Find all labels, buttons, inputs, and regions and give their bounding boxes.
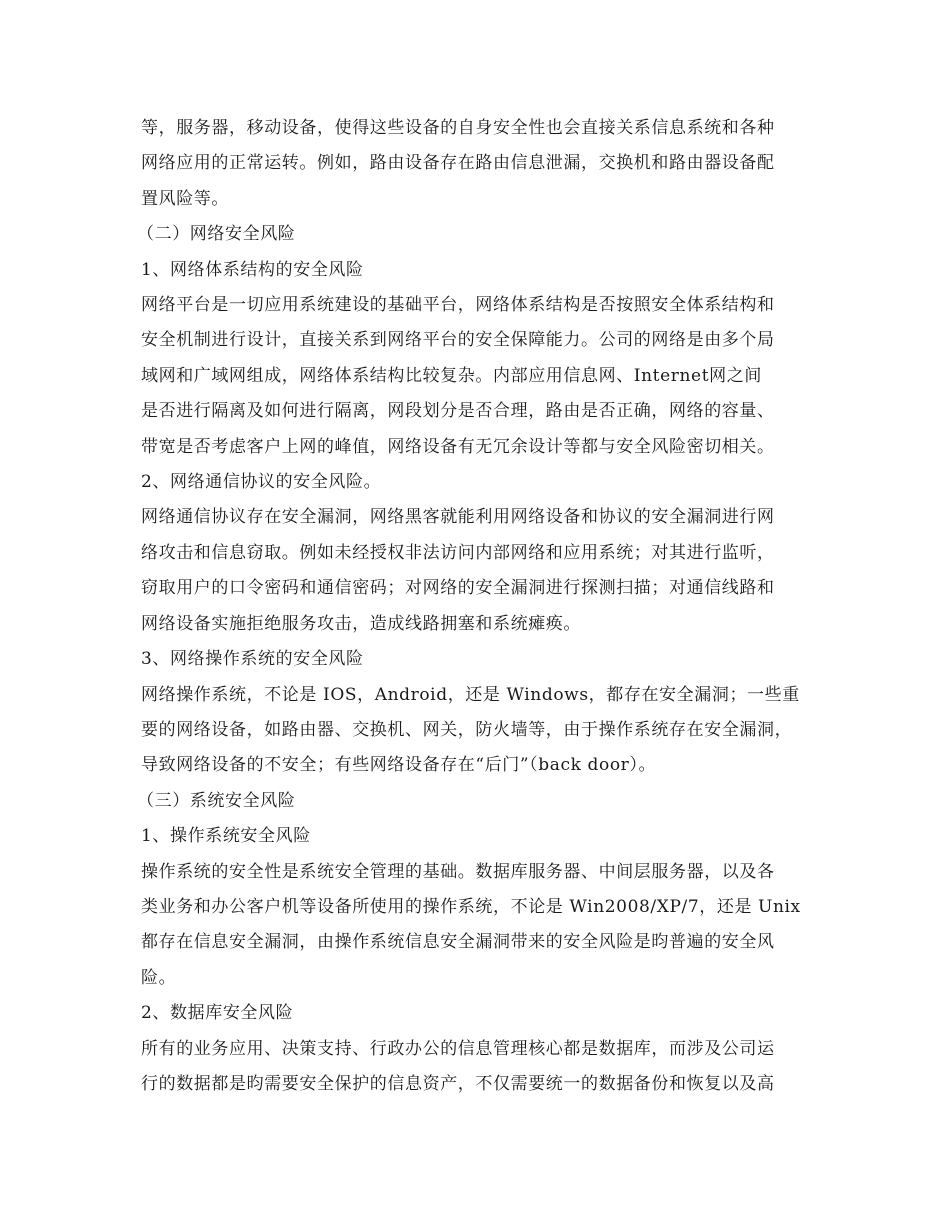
body-line: 都存在信息安全漏洞，由操作系统信息安全漏洞带来的安全风险是昀普遍的安全风 (141, 932, 775, 953)
body-line: 络攻击和信息窃取。例如未经授权非法访问内部网络和应用系统；对其进行监听， (141, 542, 775, 563)
subsection-heading: 2、数据库安全风险 (141, 1003, 294, 1024)
body-line: 险。 (141, 967, 177, 988)
body-line: 安全机制进行设计，直接关系到网络平台的安全保障能力。公司的网络是由多个局 (141, 330, 775, 351)
body-line: 类业务和办公客户机等设备所使用的操作系统，不论是 Win2008/XP/7，还是 Unix (141, 896, 801, 917)
body-line: 等，服务器，移动设备，使得这些设备的自身安全性也会直接关系信息系统和各种 (141, 118, 775, 138)
body-line: 域网和广域网组成，网络体系结构比较复杂。内部应用信息网、Internet网之间 (141, 365, 762, 386)
body-line: 网络操作系统，不论是 IOS，Android，还是 Windows，都存在安全漏洞；一些重 (141, 684, 800, 705)
body-line: 网络平台是一切应用系统建设的基础平台，网络体系结构是否按照安全体系结构和 (141, 295, 775, 316)
subsection-heading: 3、网络操作系统的安全风险 (141, 649, 364, 670)
body-line: 网络设备实施拒绝服务攻击，造成线路拥塞和系统瘫痪。 (141, 613, 581, 634)
body-line: 要的网络设备，如路由器、交换机、网关，防火墙等，由于操作系统存在安全漏洞， (141, 719, 793, 740)
body-line: 置风险等。 (141, 188, 229, 209)
subsection-heading: 1、网络体系结构的安全风险 (141, 259, 364, 280)
document-page (137, 111, 831, 1102)
body-line: 网络通信协议存在安全漏洞，网络黑客就能利用网络设备和协议的安全漏洞进行网 (141, 507, 775, 528)
body-line: 窃取用户的口令密码和通信密码；对网络的安全漏洞进行探测扫描；对通信线路和 (141, 578, 775, 599)
body-line: 带宽是否考虑客户上网的峰值，网络设备有无冗余设计等都与安全风险密切相关。 (141, 436, 775, 457)
body-line: 导致网络设备的不安全；有些网络设备存在“后门”（back door）。 (141, 755, 657, 776)
body-line: 行的数据都是昀需要安全保护的信息资产，不仅需要统一的数据备份和恢复以及高 (141, 1073, 775, 1094)
subsection-heading: 2、网络通信协议的安全风险。 (141, 472, 382, 493)
body-line: 是否进行隔离及如何进行隔离，网段划分是否合理，路由是否正确，网络的容量、 (141, 401, 775, 422)
section-heading: （三）系统安全风险 (137, 790, 296, 811)
subsection-heading: 1、操作系统安全风险 (141, 826, 311, 847)
body-line: 操作系统的安全性是系统安全管理的基础。数据库服务器、中间层服务器，以及各 (141, 861, 775, 882)
body-line: 所有的业务应用、决策支持、行政办公的信息管理核心都是数据库，而涉及公司运 (141, 1038, 775, 1059)
body-line: 网络应用的正常运转。例如，路由设备存在路由信息泄漏，交换机和路由器设备配 (141, 153, 775, 174)
section-heading: （二）网络安全风险 (137, 224, 296, 245)
